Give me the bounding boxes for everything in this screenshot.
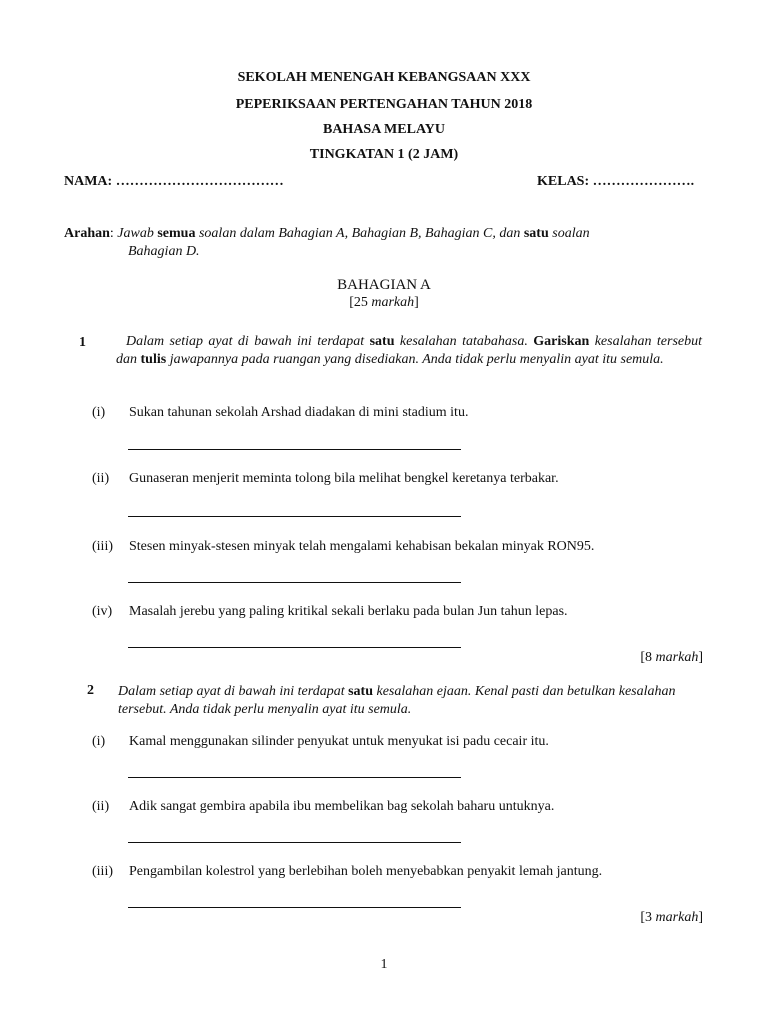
question-1-text: Dalam setiap ayat di bawah ini terdapat satu kesalahan tatabahasa. Gariskan kesalahan tersebut dan tulis jawapannya pada ruangan yang disediakan. Anda tidak perlu menyalin ayat itu semula. <box>116 334 703 367</box>
answer-line[interactable] <box>128 516 461 517</box>
class-field: KELAS: …………………. <box>537 174 695 189</box>
instructions-line2: Bahagian D. <box>128 244 200 259</box>
section-title: BAHAGIAN A <box>337 277 431 293</box>
school-name: SEKOLAH MENENGAH KEBANGSAAN XXX <box>237 70 531 85</box>
name-field: NAMA: ……………………………… <box>64 174 284 189</box>
q1-item-label: (iv) <box>92 604 113 619</box>
answer-line[interactable] <box>128 647 461 648</box>
q1-item-text: Masalah jerebu yang paling kritikal sekali berlaku pada bulan Jun tahun lepas. <box>129 604 568 619</box>
q2-item-text: Pengambilan kolestrol yang berlebihan boleh menyebabkan penyakit lemah jantung. <box>129 864 603 879</box>
q1-item-text: Stesen minyak-stesen minyak telah mengalami kehabisan bekalan minyak RON95. <box>129 539 595 554</box>
instructions-label: Arahan <box>64 226 110 241</box>
answer-line[interactable] <box>128 777 461 778</box>
answer-line[interactable] <box>128 842 461 843</box>
answer-line[interactable] <box>128 449 461 450</box>
q2-item-text: Adik sangat gembira apabila ibu membelikan bag sekolah baharu untuknya. <box>129 799 555 814</box>
subject-title: BAHASA MELAYU <box>322 122 445 137</box>
question-1-marks: [8 markah] <box>640 650 703 665</box>
question-2-text: Dalam setiap ayat di bawah ini terdapat satu kesalahan ejaan. Kenal pasti dan betulkan kesalahan tersebut. Anda tidak perlu menyalin ayat itu semula. <box>118 684 676 717</box>
level-title: TINGKATAN 1 (2 JAM) <box>309 147 459 162</box>
q2-item-text: Kamal menggunakan silinder penyukat untuk menyukat isi padu cecair itu. <box>129 734 549 749</box>
q2-item-label: (ii) <box>92 799 110 814</box>
instructions: Arahan: Jawab semua soalan dalam Bahagian A, Bahagian B, Bahagian C, dan satu soalan <box>64 226 590 241</box>
page-number: 1 <box>380 957 388 972</box>
q1-item-label: (i) <box>92 405 106 420</box>
answer-line[interactable] <box>128 582 461 583</box>
q1-item-label: (iii) <box>92 539 113 554</box>
q1-item-text: Sukan tahunan sekolah Arshad diadakan di mini stadium itu. <box>129 405 469 420</box>
question-2-number: 2 <box>87 683 94 698</box>
q2-item-label: (i) <box>92 734 106 749</box>
answer-line[interactable] <box>128 907 461 908</box>
question-2-marks: [3 markah] <box>640 910 703 925</box>
q1-item-label: (ii) <box>92 471 110 486</box>
q2-item-label: (iii) <box>92 864 113 879</box>
section-marks: [25 markah] <box>349 295 419 310</box>
exam-title: PEPERIKSAAN PERTENGAHAN TAHUN 2018 <box>235 97 533 112</box>
q1-item-text: Gunaseran menjerit meminta tolong bila melihat bengkel keretanya terbakar. <box>129 471 559 486</box>
question-1-number: 1 <box>79 335 86 350</box>
